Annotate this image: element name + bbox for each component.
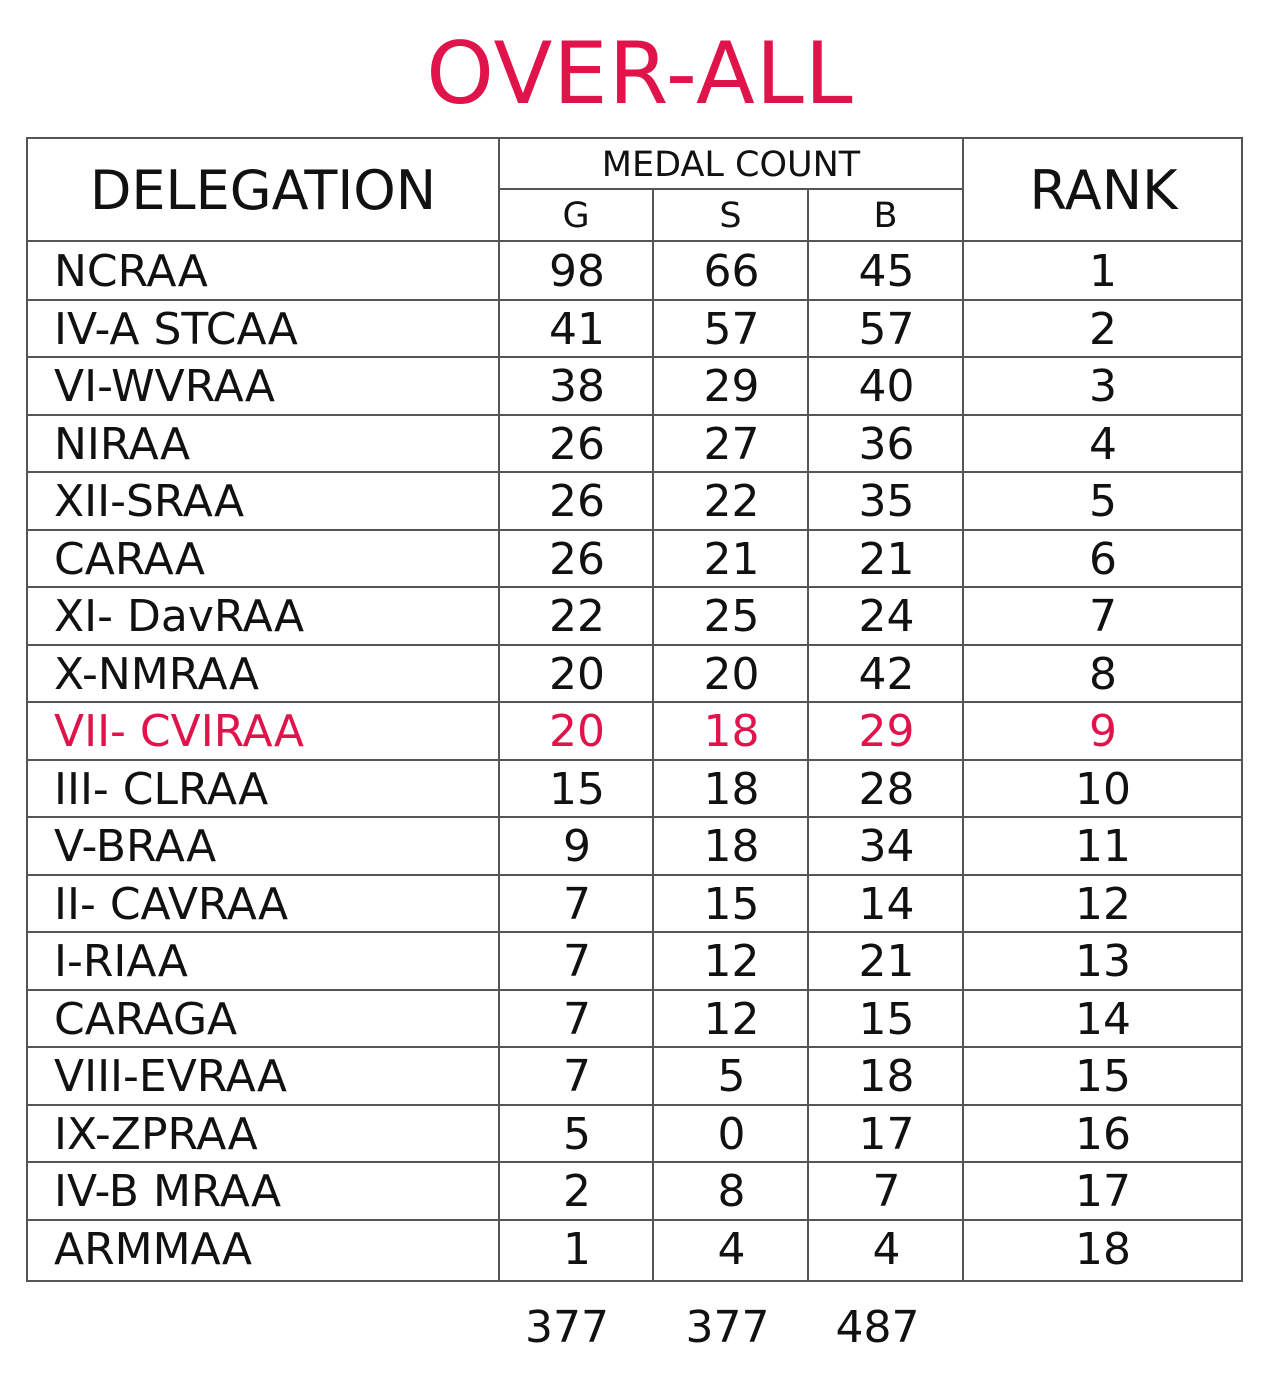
- delegation-cell: XII-SRAA: [54, 476, 245, 527]
- rank-cell: 5: [1089, 476, 1117, 527]
- bronze-cell: 36: [858, 418, 915, 470]
- table-row: [28, 761, 1242, 819]
- delegation-cell: CARAA: [54, 533, 206, 585]
- bronze-cell: 34: [858, 821, 915, 872]
- silver-cell: 12: [703, 936, 760, 987]
- rank-cell: 4: [1089, 418, 1117, 470]
- table-row: [28, 991, 1242, 1049]
- rank-cell: 10: [1075, 763, 1131, 815]
- table-row: [28, 473, 1242, 531]
- gold-header: G: [562, 196, 590, 236]
- silver-cell: 27: [703, 418, 760, 470]
- gold-cell: 2: [563, 1166, 591, 1217]
- rank-cell: 7: [1089, 591, 1117, 642]
- gold-cell: 1: [563, 1223, 591, 1275]
- delegation-cell: CARAGA: [54, 993, 238, 1045]
- table-row: [28, 876, 1242, 934]
- rank-cell: 8: [1089, 648, 1117, 700]
- gold-cell: 15: [549, 763, 605, 815]
- silver-cell: 4: [717, 1223, 746, 1275]
- table-row: [28, 818, 1242, 876]
- delegation-cell: IV-B MRAA: [54, 1166, 282, 1217]
- rank-cell: 16: [1075, 1108, 1131, 1160]
- silver-cell: 66: [703, 246, 760, 297]
- table-body: [28, 243, 1242, 1278]
- table-row: [28, 1048, 1242, 1106]
- rank-header: RANK: [1029, 159, 1178, 222]
- bronze-header: B: [873, 196, 898, 236]
- gold-cell: 7: [563, 936, 591, 987]
- delegation-cell: IV-A STCAA: [54, 303, 298, 355]
- silver-header: S: [719, 196, 742, 236]
- total-bronze: 487: [835, 1302, 920, 1353]
- page-title: OVER-ALL: [426, 24, 854, 124]
- silver-cell: 25: [703, 591, 760, 642]
- bronze-cell: 29: [858, 706, 915, 757]
- rank-cell: 11: [1075, 821, 1131, 872]
- delegation-cell: I-RIAA: [54, 936, 188, 987]
- gold-cell: 9: [563, 821, 591, 872]
- delegation-cell: VI-WVRAA: [54, 361, 275, 412]
- delegation-cell: X-NMRAA: [54, 648, 259, 700]
- table-row: [28, 1163, 1242, 1221]
- bronze-cell: 18: [858, 1051, 915, 1102]
- rank-cell: 6: [1089, 533, 1117, 585]
- rank-cell: 18: [1075, 1223, 1131, 1275]
- silver-cell: 18: [703, 706, 760, 757]
- silver-cell: 5: [717, 1051, 746, 1102]
- bronze-cell: 17: [858, 1108, 915, 1160]
- delegation-cell: XI- DavRAA: [54, 591, 305, 642]
- rank-cell: 12: [1075, 878, 1131, 930]
- bronze-cell: 15: [858, 993, 915, 1045]
- gold-cell: 22: [549, 591, 605, 642]
- bronze-cell: 40: [858, 361, 915, 412]
- gold-cell: 7: [563, 878, 591, 930]
- rank-cell: 13: [1075, 936, 1131, 987]
- rank-cell: 17: [1075, 1166, 1131, 1217]
- table-row: [28, 416, 1242, 474]
- silver-cell: 22: [703, 476, 760, 527]
- total-gold: 377: [525, 1302, 609, 1353]
- rank-cell: 1: [1089, 246, 1117, 297]
- silver-cell: 8: [717, 1166, 746, 1217]
- bronze-cell: 21: [858, 533, 915, 585]
- delegation-cell: IX-ZPRAA: [54, 1108, 258, 1160]
- silver-cell: 12: [703, 993, 760, 1045]
- total-silver: 377: [685, 1302, 770, 1353]
- gold-cell: 7: [563, 993, 591, 1045]
- delegation-cell: VIII-EVRAA: [54, 1051, 288, 1102]
- silver-cell: 18: [703, 763, 760, 815]
- bronze-cell: 57: [858, 303, 915, 355]
- gold-cell: 26: [549, 533, 605, 585]
- bronze-cell: 21: [858, 936, 915, 987]
- delegation-cell: VII- CVIRAA: [54, 706, 304, 757]
- header-divider: [26, 240, 1243, 242]
- bronze-cell: 45: [858, 246, 915, 297]
- silver-cell: 15: [703, 878, 760, 930]
- table-row: [28, 358, 1242, 416]
- silver-cell: 57: [703, 303, 760, 355]
- silver-cell: 21: [703, 533, 760, 585]
- delegation-cell: III- CLRAA: [54, 763, 269, 815]
- table-row: [28, 933, 1242, 991]
- gold-cell: 38: [549, 361, 605, 412]
- bronze-cell: 4: [872, 1223, 901, 1275]
- bronze-cell: 14: [858, 878, 915, 930]
- delegation-cell: II- CAVRAA: [54, 878, 289, 930]
- delegation-cell: NCRAA: [54, 246, 208, 297]
- delegation-cell: NIRAA: [54, 418, 191, 470]
- bronze-cell: 35: [858, 476, 915, 527]
- silver-cell: 29: [703, 361, 760, 412]
- silver-cell: 18: [703, 821, 760, 872]
- rank-cell: 14: [1075, 993, 1131, 1045]
- bronze-cell: 28: [858, 763, 915, 815]
- gold-cell: 41: [549, 303, 605, 355]
- table-row-highlighted: [28, 703, 1242, 761]
- delegation-cell: V-BRAA: [54, 821, 217, 872]
- medal-count-divider: [498, 188, 964, 190]
- table-row: [28, 588, 1242, 646]
- delegation-cell: ARMMAA: [54, 1223, 253, 1275]
- gold-cell: 5: [563, 1108, 591, 1160]
- silver-cell: 0: [717, 1108, 746, 1160]
- bronze-cell: 42: [858, 648, 915, 700]
- gold-cell: 26: [549, 476, 605, 527]
- table-row: [28, 301, 1242, 359]
- bronze-cell: 24: [858, 591, 915, 642]
- rank-cell: 2: [1089, 303, 1117, 355]
- table-row: [28, 1106, 1242, 1164]
- gold-cell: 20: [549, 706, 605, 757]
- gold-cell: 7: [563, 1051, 591, 1102]
- silver-cell: 20: [703, 648, 760, 700]
- rank-cell: 9: [1089, 706, 1117, 757]
- delegation-header: DELEGATION: [89, 159, 437, 222]
- gold-cell: 26: [549, 418, 605, 470]
- bronze-cell: 7: [872, 1166, 901, 1217]
- gold-cell: 98: [549, 246, 605, 297]
- rank-cell: 15: [1075, 1051, 1131, 1102]
- table-row: [28, 243, 1242, 301]
- table-row: [28, 1221, 1242, 1279]
- table-row: [28, 646, 1242, 704]
- gold-cell: 20: [549, 648, 605, 700]
- medal-count-header: MEDAL COUNT: [601, 145, 861, 185]
- table-row: [28, 531, 1242, 589]
- rank-cell: 3: [1089, 361, 1117, 412]
